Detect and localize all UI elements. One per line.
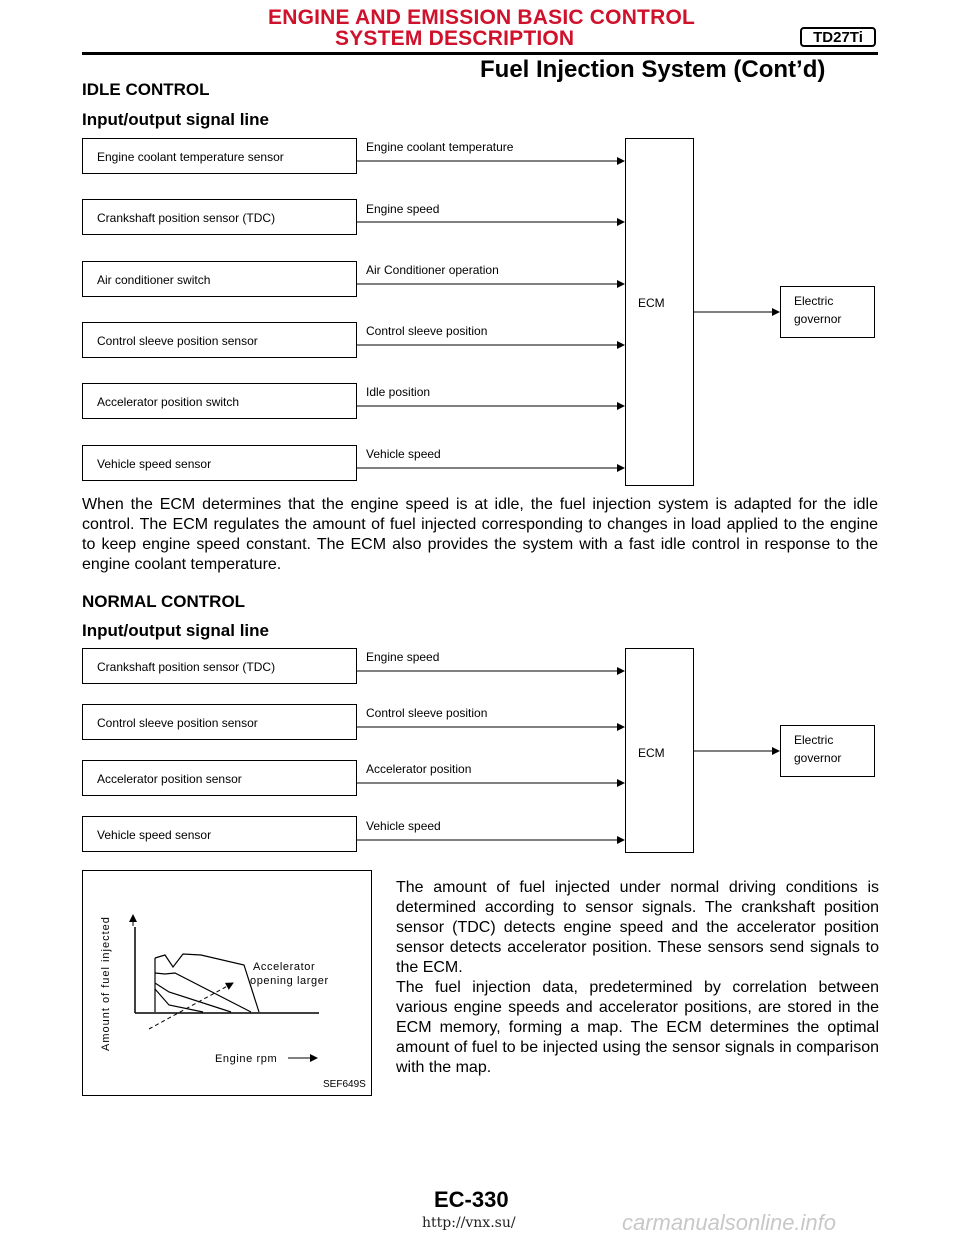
ecm-label: ECM [638, 746, 665, 760]
idle-control-title: IDLE CONTROL [82, 80, 210, 99]
signal-label: Control sleeve position [366, 706, 488, 720]
graph-curves [155, 954, 259, 1012]
idle-paragraph-text: When the ECM determines that the engine speed is at idle, the fuel injection system is adapted for the idle control. The ECM regulates the amount of fuel injected corresponding to changes in load applied to the engine to keep engine speed constant. The ECM also provides the system with a fast idle control in response to the engine coolant temperature. [82, 496, 878, 573]
normal-signal-arrows [357, 671, 779, 840]
sensor-label: Crankshaft position sensor (TDC) [97, 211, 276, 225]
curve-outer [155, 954, 259, 1012]
signal-label: Engine coolant temperature [366, 140, 514, 154]
page-code: EC-330 [434, 1187, 509, 1212]
x-axis-label: Engine rpm [215, 1053, 278, 1065]
governor-label-line2: governor [794, 312, 842, 326]
fuel-map-figure [82, 870, 372, 1096]
figure-id: SEF649S [323, 1079, 366, 1090]
signal-label: Engine speed [366, 650, 440, 664]
sensor-box [82, 760, 357, 796]
governor-label-line2: governor [794, 751, 842, 765]
fuel-map-graph [83, 871, 371, 1095]
sensor-box [82, 704, 357, 740]
signal-label: Air Conditioner operation [366, 263, 499, 277]
sensor-label: Control sleeve position sensor [97, 716, 258, 730]
signal-label: Vehicle speed [366, 447, 441, 461]
ecm-box [625, 648, 694, 853]
normal-paragraph-1: The amount of fuel injected under normal driving conditions is determined according to sensor signals. The crankshaft position sensor (TDC) detects engine speed and the accelerator position sensor detects accelerator position. These sensors send signals to the ECM. [396, 879, 879, 976]
normal-control-paragraph [396, 878, 879, 1078]
source-url[interactable]: http://vnx.su/ [422, 1215, 516, 1231]
accelerator-opening-arrow [149, 983, 233, 1029]
sensor-label: Accelerator position sensor [97, 772, 242, 786]
watermark: carmanualsonline.info [622, 1210, 837, 1235]
sensor-box [82, 648, 357, 684]
governor-label-line1: Electric [794, 294, 834, 308]
signal-label: Idle position [366, 385, 431, 399]
section-title-line2: SYSTEM DESCRIPTION [335, 27, 575, 50]
signal-label: Engine speed [366, 202, 440, 216]
sensor-label: Control sleeve position sensor [97, 334, 258, 348]
annotation-line2: opening larger [250, 975, 329, 987]
sensor-label: Vehicle speed sensor [97, 457, 212, 471]
page-subtitle: Fuel Injection System (Cont’d) [480, 56, 826, 83]
sensor-box [82, 816, 357, 852]
sensor-label: Engine coolant temperature sensor [97, 150, 284, 164]
normal-io-title: Input/output signal line [82, 621, 269, 640]
idle-io-title: Input/output signal line [82, 110, 269, 129]
sensor-label: Crankshaft position sensor (TDC) [97, 660, 276, 674]
normal-paragraph-2: The fuel injection data, predetermined by correlation between various engine speeds and accelerator positions, are stored in the ECM memory, forming a map. The ECM determines the optimal amount of fuel to be injected using the sensor signals in comparison with the map. [396, 979, 879, 1076]
y-axis-label: Amount of fuel injected [100, 916, 112, 1051]
signal-label: Vehicle speed [366, 819, 441, 833]
section-title-line1: ENGINE AND EMISSION BASIC CONTROL [268, 6, 696, 29]
sensor-label: Accelerator position switch [97, 395, 240, 409]
annotation-line1: Accelerator [253, 961, 316, 973]
governor-label-line1: Electric [794, 733, 834, 747]
sensor-label: Vehicle speed sensor [97, 828, 212, 842]
signal-label: Accelerator position [366, 762, 472, 776]
sensor-label: Air conditioner switch [97, 273, 211, 287]
model-badge: TD27Ti [800, 27, 876, 47]
curve-3 [155, 983, 231, 1012]
normal-control-title: NORMAL CONTROL [82, 592, 246, 611]
signal-label: Control sleeve position [366, 324, 488, 338]
electric-governor-box [780, 725, 875, 777]
ecm-label: ECM [638, 296, 665, 310]
